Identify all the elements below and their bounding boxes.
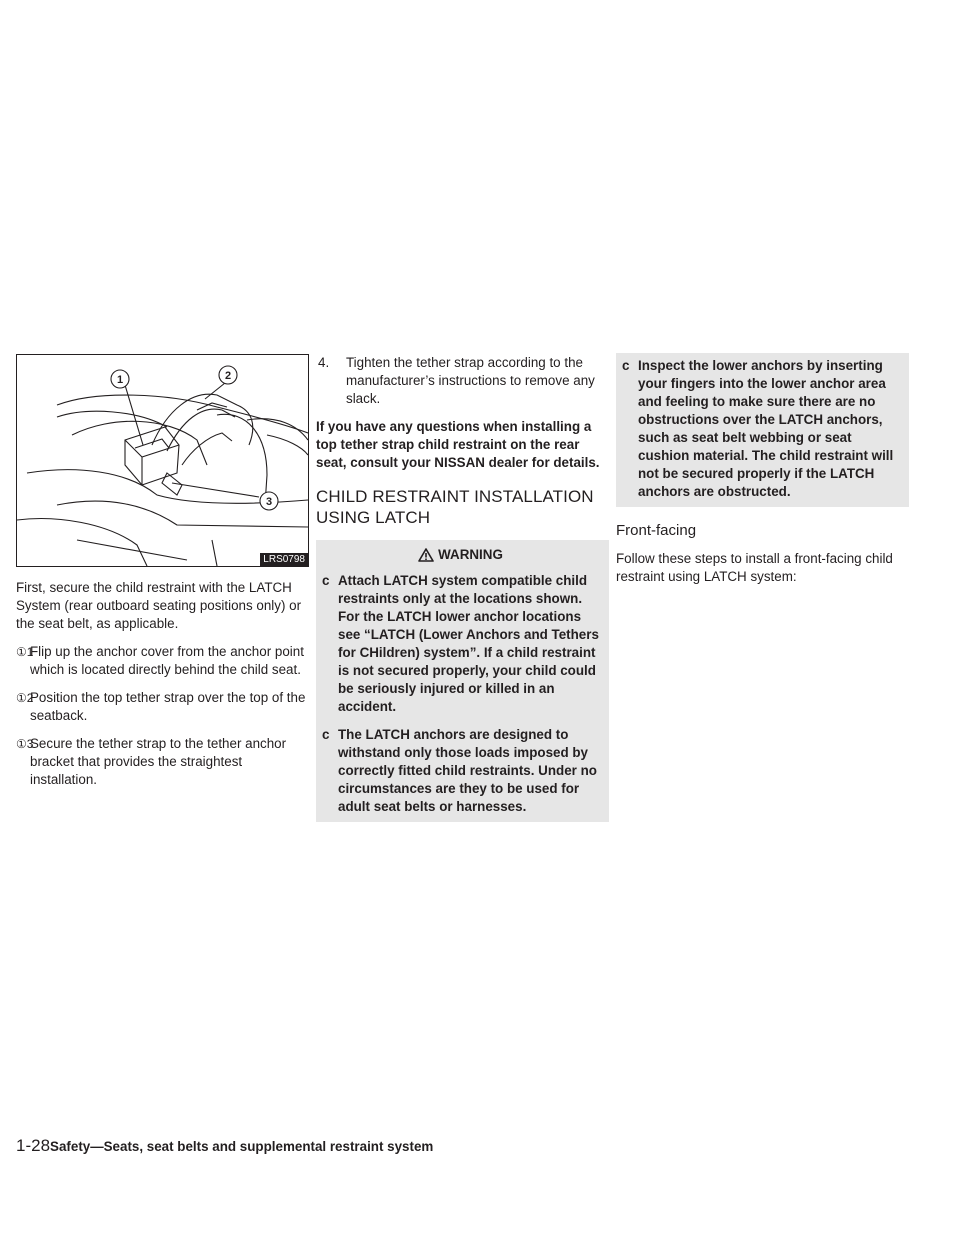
warning-item <box>320 726 601 816</box>
step-text: Tighten the tether strap according to the manufacturer’s instructions to remove any slack. <box>346 355 595 406</box>
warning-text: The LATCH anchors are designed to withstand only those loads imposed by correctly fitted child restraints. Under no circumstances are they to be used for adult seat belts or harnesses. <box>338 727 597 814</box>
step-text: Secure the tether strap to the tether anchor bracket that provides the straightest installation. <box>30 736 287 787</box>
section-heading: CHILD RESTRAINT INSTALLATION USING LATCH <box>316 487 594 527</box>
footer-title: Safety—Seats, seat belts and supplemental restraint system <box>50 1139 434 1154</box>
tether-strap-illustration <box>16 354 309 567</box>
step-4 <box>316 354 609 408</box>
dealer-note: If you have any questions when installing a top tether strap child restraint on the rear seat, consult your NISSAN dealer for details. <box>316 419 600 470</box>
step-1 <box>16 643 309 679</box>
seat-tether-drawing <box>17 355 308 566</box>
warning-item <box>320 572 601 716</box>
warning-item <box>620 357 901 501</box>
column-3 <box>616 354 909 596</box>
warning-text: Inspect the lower anchors by inserting your fingers into the lower anchor area and feeling to make sure there are no obstructions over the LATCH anchors, such as seat belt webbing or seat cushion material. The child restraint will not be secured properly if the LATCH anchors are obstructed. <box>638 358 894 499</box>
step-list <box>16 643 309 789</box>
step-2 <box>16 689 309 725</box>
column-1 <box>16 354 309 799</box>
callout-1: 1 <box>116 374 124 386</box>
subsection-heading: Front-facing <box>616 522 697 539</box>
page-footer <box>16 1136 433 1156</box>
step-text: Flip up the anchor cover from the anchor point which is located directly behind the child seat. <box>30 644 304 677</box>
callout-3: 3 <box>265 496 273 508</box>
step-marker-2: ①2 <box>16 691 34 705</box>
figure-code: LRS0798 <box>260 553 308 566</box>
step-marker-1: ①1 <box>16 645 34 659</box>
warning-box <box>316 540 609 822</box>
warning-list <box>320 572 601 816</box>
step-marker-3: ①3 <box>16 737 34 751</box>
column-2 <box>316 354 609 822</box>
warning-title: WARNING <box>438 547 503 562</box>
bullet: c <box>622 358 630 373</box>
intro-paragraph: First, secure the child restraint with the LATCH System (rear outboard seating positions only) or the seat belt, as applicable. <box>16 580 302 631</box>
bullet: c <box>322 573 330 588</box>
front-facing-paragraph: Follow these steps to install a front-facing child restraint using LATCH system: <box>616 551 893 584</box>
warning-box-continued <box>616 353 909 507</box>
page-number: 1-28 <box>16 1136 51 1155</box>
step-marker-4: 4. <box>318 355 330 370</box>
step-3 <box>16 735 309 789</box>
warning-triangle-icon <box>418 548 434 562</box>
callout-2: 2 <box>224 370 232 382</box>
warning-list <box>620 357 901 501</box>
step-text: Position the top tether strap over the top of the seatback. <box>30 690 306 723</box>
warning-text: Attach LATCH system compatible child restraints only at the locations shown. For the LATCH lower anchor locations see “LATCH (Lower Anchors and Tethers for CHildren) system”. If a child restraint is not secured properly, your child could be seriously injured or killed in an accident. <box>338 573 599 714</box>
warning-header <box>320 546 601 564</box>
bullet: c <box>322 727 330 742</box>
